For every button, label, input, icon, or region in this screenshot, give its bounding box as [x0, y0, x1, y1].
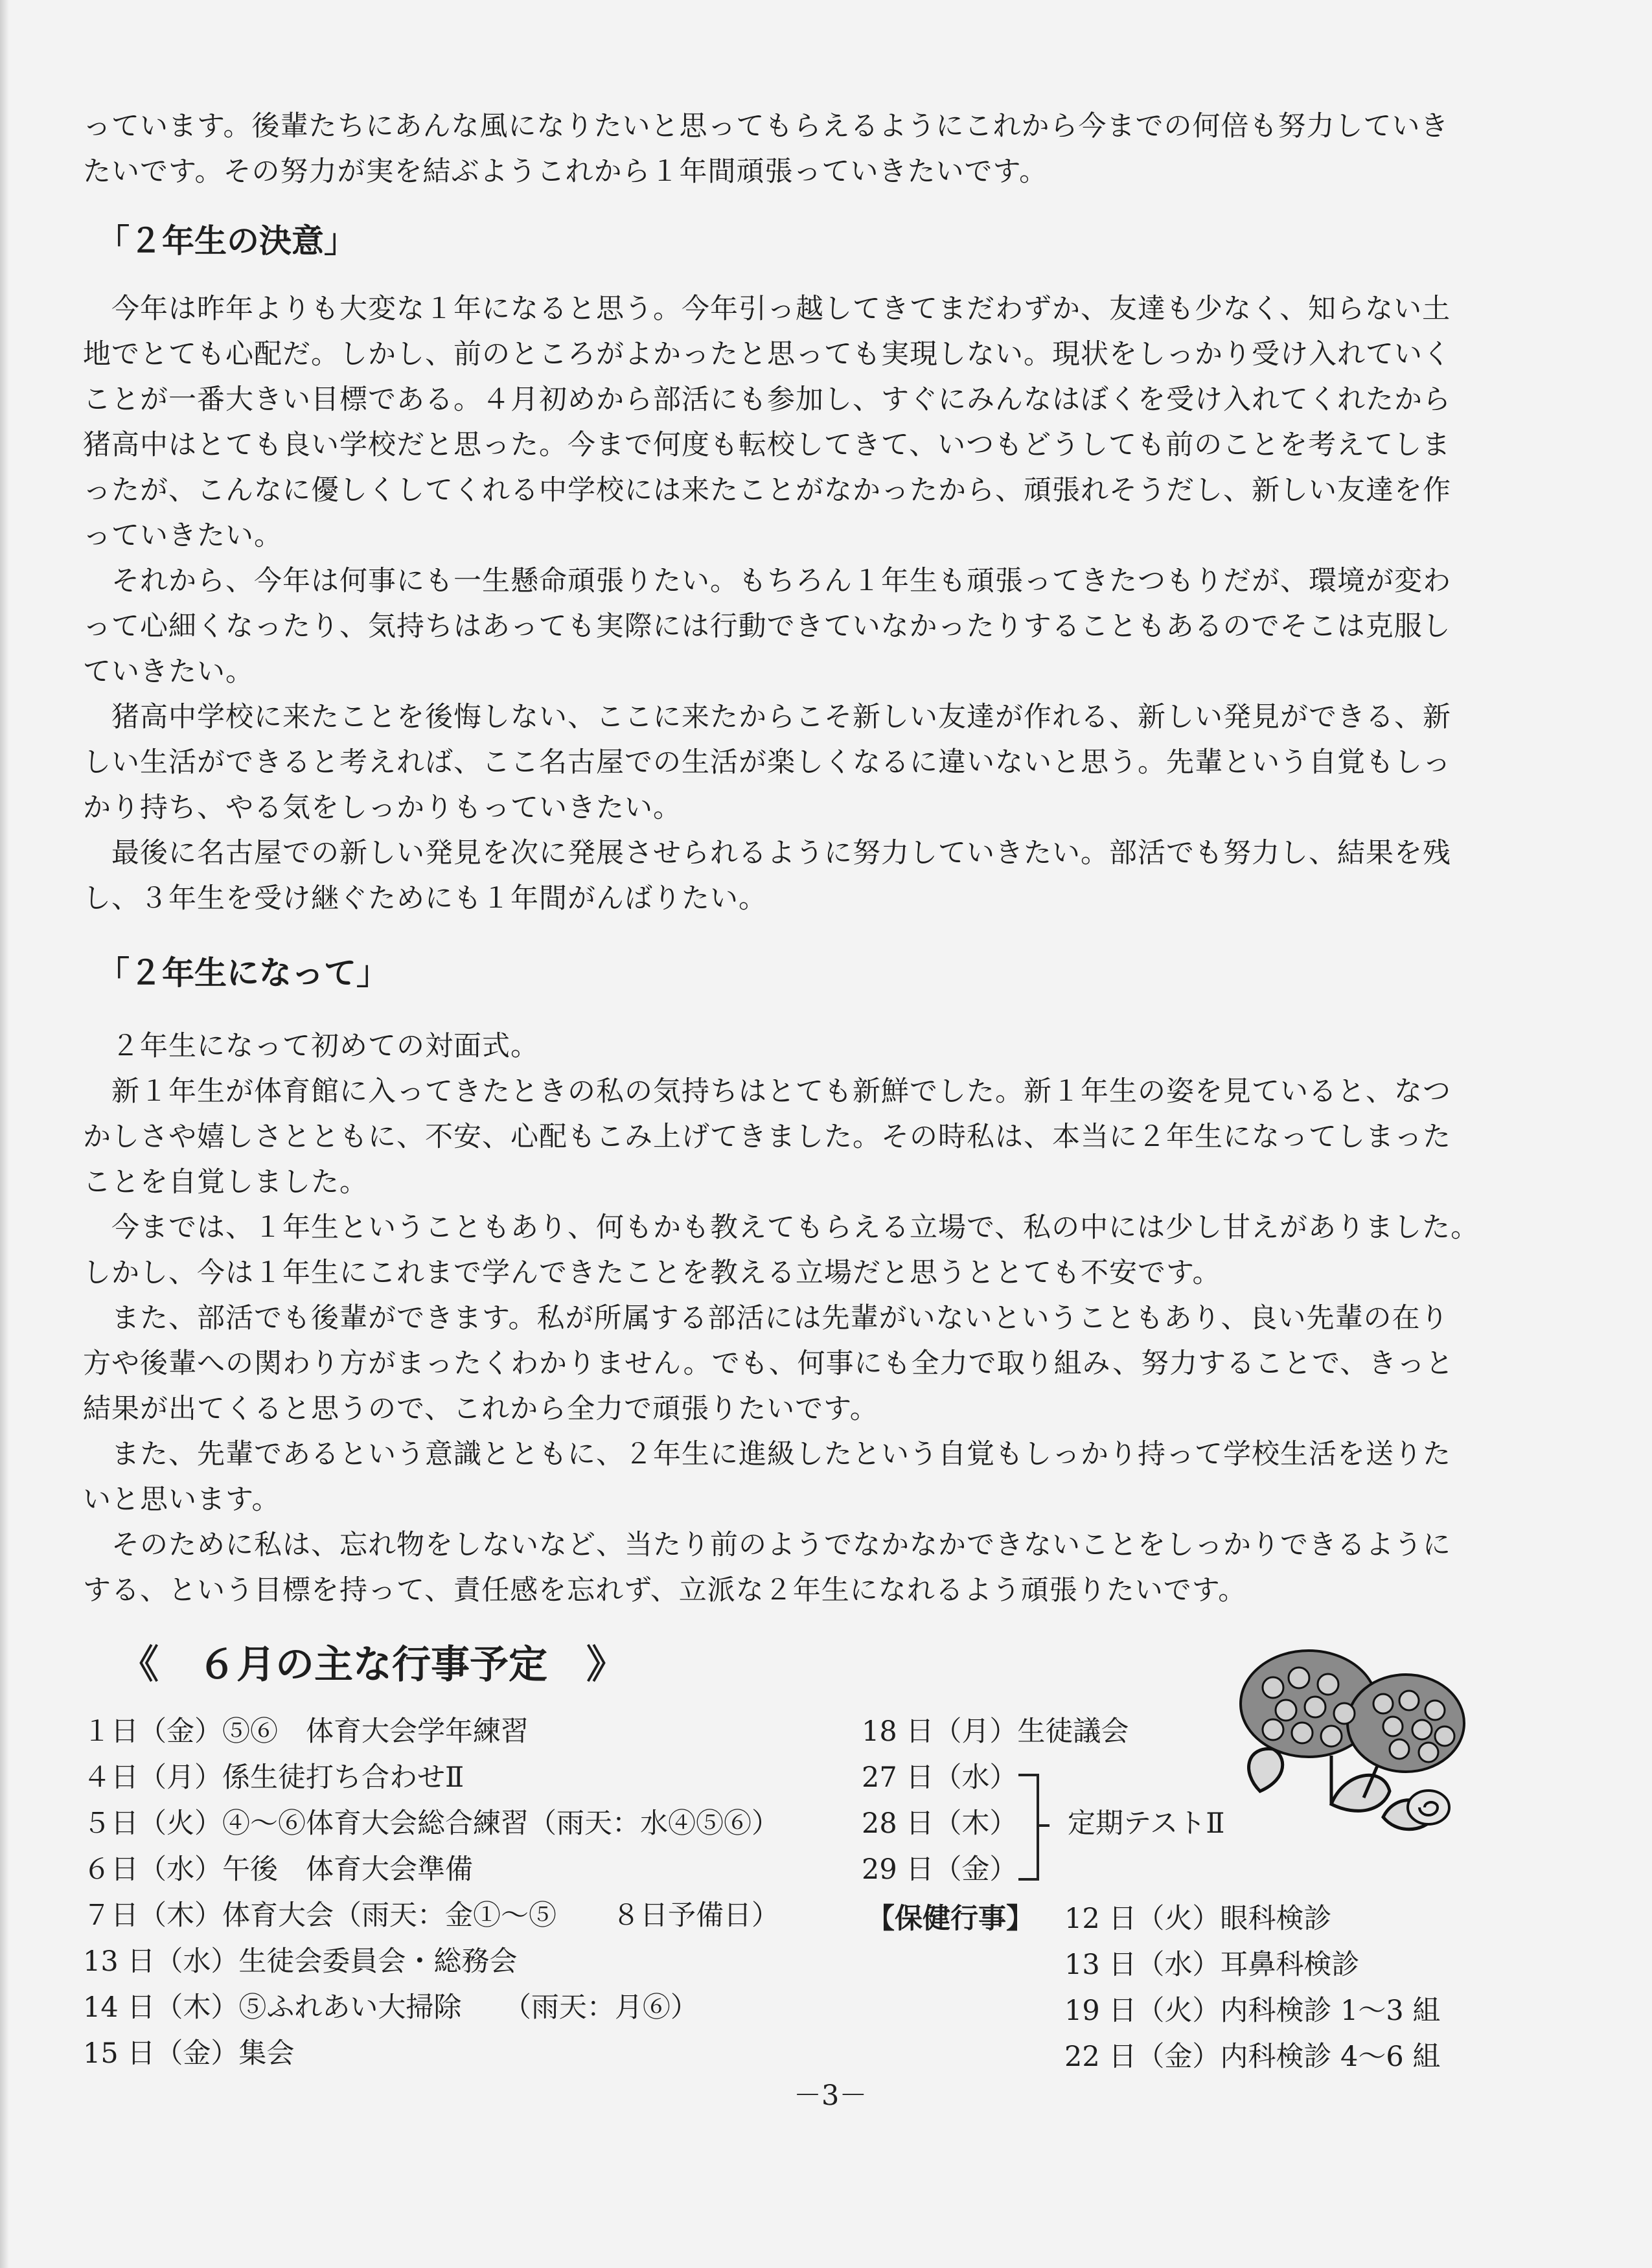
text-line: 新１年生が体育館に入ってきたときの私の気持ちはとても新鮮でした。新１年生の姿を見ていると、なつ: [83, 1075, 1451, 1108]
event-item: 27 日（水）: [862, 1761, 1018, 1794]
text-line: ことが一番大きい目標である。４月初めから部活にも参加し、すぐにみんなはぼくを受け入れてくれたから: [83, 384, 1451, 416]
text-line: 最後に名古屋での新しい発見を次に発展させられるように努力していきたい。部活でも努力し、結果を残: [83, 837, 1451, 869]
text-line: かしさや嬉しさとともに、不安、心配もこみ上げてきました。その時私は、本当に２年生になってしまった: [83, 1121, 1451, 1153]
text-line: たいです。その努力が実を結ぶようこれから１年間頑張っていきたいです。: [83, 155, 1048, 188]
text-line: っていきたい。: [83, 520, 282, 552]
events-list-left: [83, 1709, 779, 2077]
event-item: 14 日（木）⑤ふれあい大掃除 （雨天：月⑥）: [83, 1991, 698, 2024]
scan-shadow-edge: [0, 0, 9, 2268]
text-line: 今年は昨年よりも大変な１年になると思う。今年引っ越してきてまだわずか、友達も少なく、知らない土: [83, 293, 1451, 325]
event-item: １日（金）⑤⑥ 体育大会学年練習: [83, 1715, 529, 1748]
text-line: 猪高中学校に来たことを後悔しない、ここに来たからこそ新しい友達が作れる、新しい発見ができる、新: [83, 701, 1451, 733]
health-events-label: 【保健行事】: [867, 1903, 1034, 1935]
event-item: 18 日（月）生徒議会: [862, 1715, 1129, 1748]
section-body-resolution: [83, 286, 1519, 921]
health-event-item: 13 日（水）耳鼻科検診: [1064, 1949, 1360, 1981]
event-item: 28 日（木）: [862, 1807, 1018, 1840]
events-list-right: [862, 1709, 1129, 1893]
text-line: ったが、こんなに優しくしてくれる中学校には来たことがなかったから、頑張れそうだし、新しい友達を作: [83, 474, 1451, 507]
text-line: 方や後輩への関わり方がまったくわかりません。でも、何事にも全力で取り組み、努力することで、きっと: [83, 1347, 1454, 1380]
event-item: 29 日（金）: [862, 1853, 1018, 1886]
event-item: ５日（火）④～⑥体育大会総合練習（雨天：水④⑤⑥）: [83, 1807, 779, 1840]
events-title: 《 ６月の主な行事予定 》: [120, 1642, 625, 1688]
text-line: し、３年生を受け継ぐためにも１年間がんばりたい。: [83, 882, 767, 915]
text-line: また、先輩であるという意識とともに、２年生に進級したという自覚もしっかり持って学校生活を送りた: [83, 1438, 1451, 1471]
section-title-becoming-second-year: 「２年生になって」: [97, 954, 389, 992]
text-line: そのために私は、忘れ物をしないなど、当たり前のようでなかなかできないことをしっかりできるように: [83, 1529, 1451, 1561]
section-body-becoming-second-year: [83, 1024, 1519, 1613]
page-number: －3－: [794, 2079, 867, 2112]
event-item: 15 日（金）集会: [83, 2037, 295, 2070]
test-days-bracket: [1018, 1774, 1039, 1881]
event-item: ４日（月）係生徒打ち合わせⅡ: [83, 1761, 465, 1794]
snail-shell: [1408, 1791, 1449, 1824]
text-line: また、部活でも後輩ができます。私が所属する部活には先輩がいないということもあり、良い先輩の在り: [83, 1302, 1449, 1334]
text-line: いと思います。: [83, 1483, 281, 1516]
event-item: ７日（木）体育大会（雨天：金①～⑤ ８日予備日）: [83, 1899, 779, 1932]
event-item: ６日（水）午後 体育大会準備: [83, 1853, 473, 1886]
leaf-center: [1331, 1775, 1390, 1811]
health-events-list: [1064, 1896, 1440, 2080]
text-line: しかし、今は１年生にこれまで学んできたことを教える立場だと思うととても不安です。: [83, 1257, 1221, 1289]
text-line: かり持ち、やる気をしっかりもっていきたい。: [83, 792, 682, 824]
health-event-item: 12 日（火）眼科検診: [1064, 1903, 1332, 1935]
text-line: って心細くなったり、気持ちはあっても実際には行動できていなかったりすることもあるのでそこは克服し: [83, 610, 1451, 643]
health-event-item: 22 日（金）内科検診 4～6 組: [1064, 2041, 1441, 2073]
hydrangea-illustration: [1234, 1642, 1480, 1837]
intro-paragraph: [83, 104, 1519, 194]
text-line: 今までは、１年生ということもあり、何もかも教えてもらえる立場で、私の中には少し甘えがありました。: [83, 1211, 1480, 1244]
event-item: 13 日（水）生徒会委員会・総務会: [83, 1945, 518, 1978]
leaf-left: [1249, 1749, 1283, 1791]
text-line: ことを自覚しました。: [83, 1166, 368, 1198]
text-line: っています。後輩たちにあんな風になりたいと思ってもらえるようにこれから今までの何倍も努力していき: [83, 110, 1449, 143]
text-line: それから、今年は何事にも一生懸命頑張りたい。もちろん１年生も頑張ってきたつもりだが、環境が変わ: [83, 565, 1451, 597]
text-line: ていきたい。: [83, 656, 254, 688]
text-line: 猪高中はとても良い学校だと思った。今まで何度も転校してきて、いつもどうしても前のことを考えてしま: [83, 429, 1451, 461]
section-title-resolution: 「２年生の決意」: [97, 222, 356, 260]
text-line: しい生活ができると考えれば、ここ名古屋での生活が楽しくなるに違いないと思う。先輩という自覚もしっ: [83, 746, 1451, 779]
text-line: 地でとても心配だ。しかし、前のところがよかったと思っても実現しない。現状をしっかり受け入れていく: [83, 338, 1451, 371]
health-event-item: 19 日（火）内科検診 1～3 組: [1064, 1995, 1441, 2027]
regular-test-label: 定期テストⅡ: [1068, 1807, 1225, 1840]
text-line: する、という目標を持って、責任感を忘れず、立派な２年生になれるよう頑張りたいです。: [83, 1574, 1247, 1607]
text-line: ２年生になって初めての対面式。: [83, 1030, 539, 1062]
text-line: 結果が出てくると思うので、これから全力で頑張りたいです。: [83, 1393, 878, 1425]
